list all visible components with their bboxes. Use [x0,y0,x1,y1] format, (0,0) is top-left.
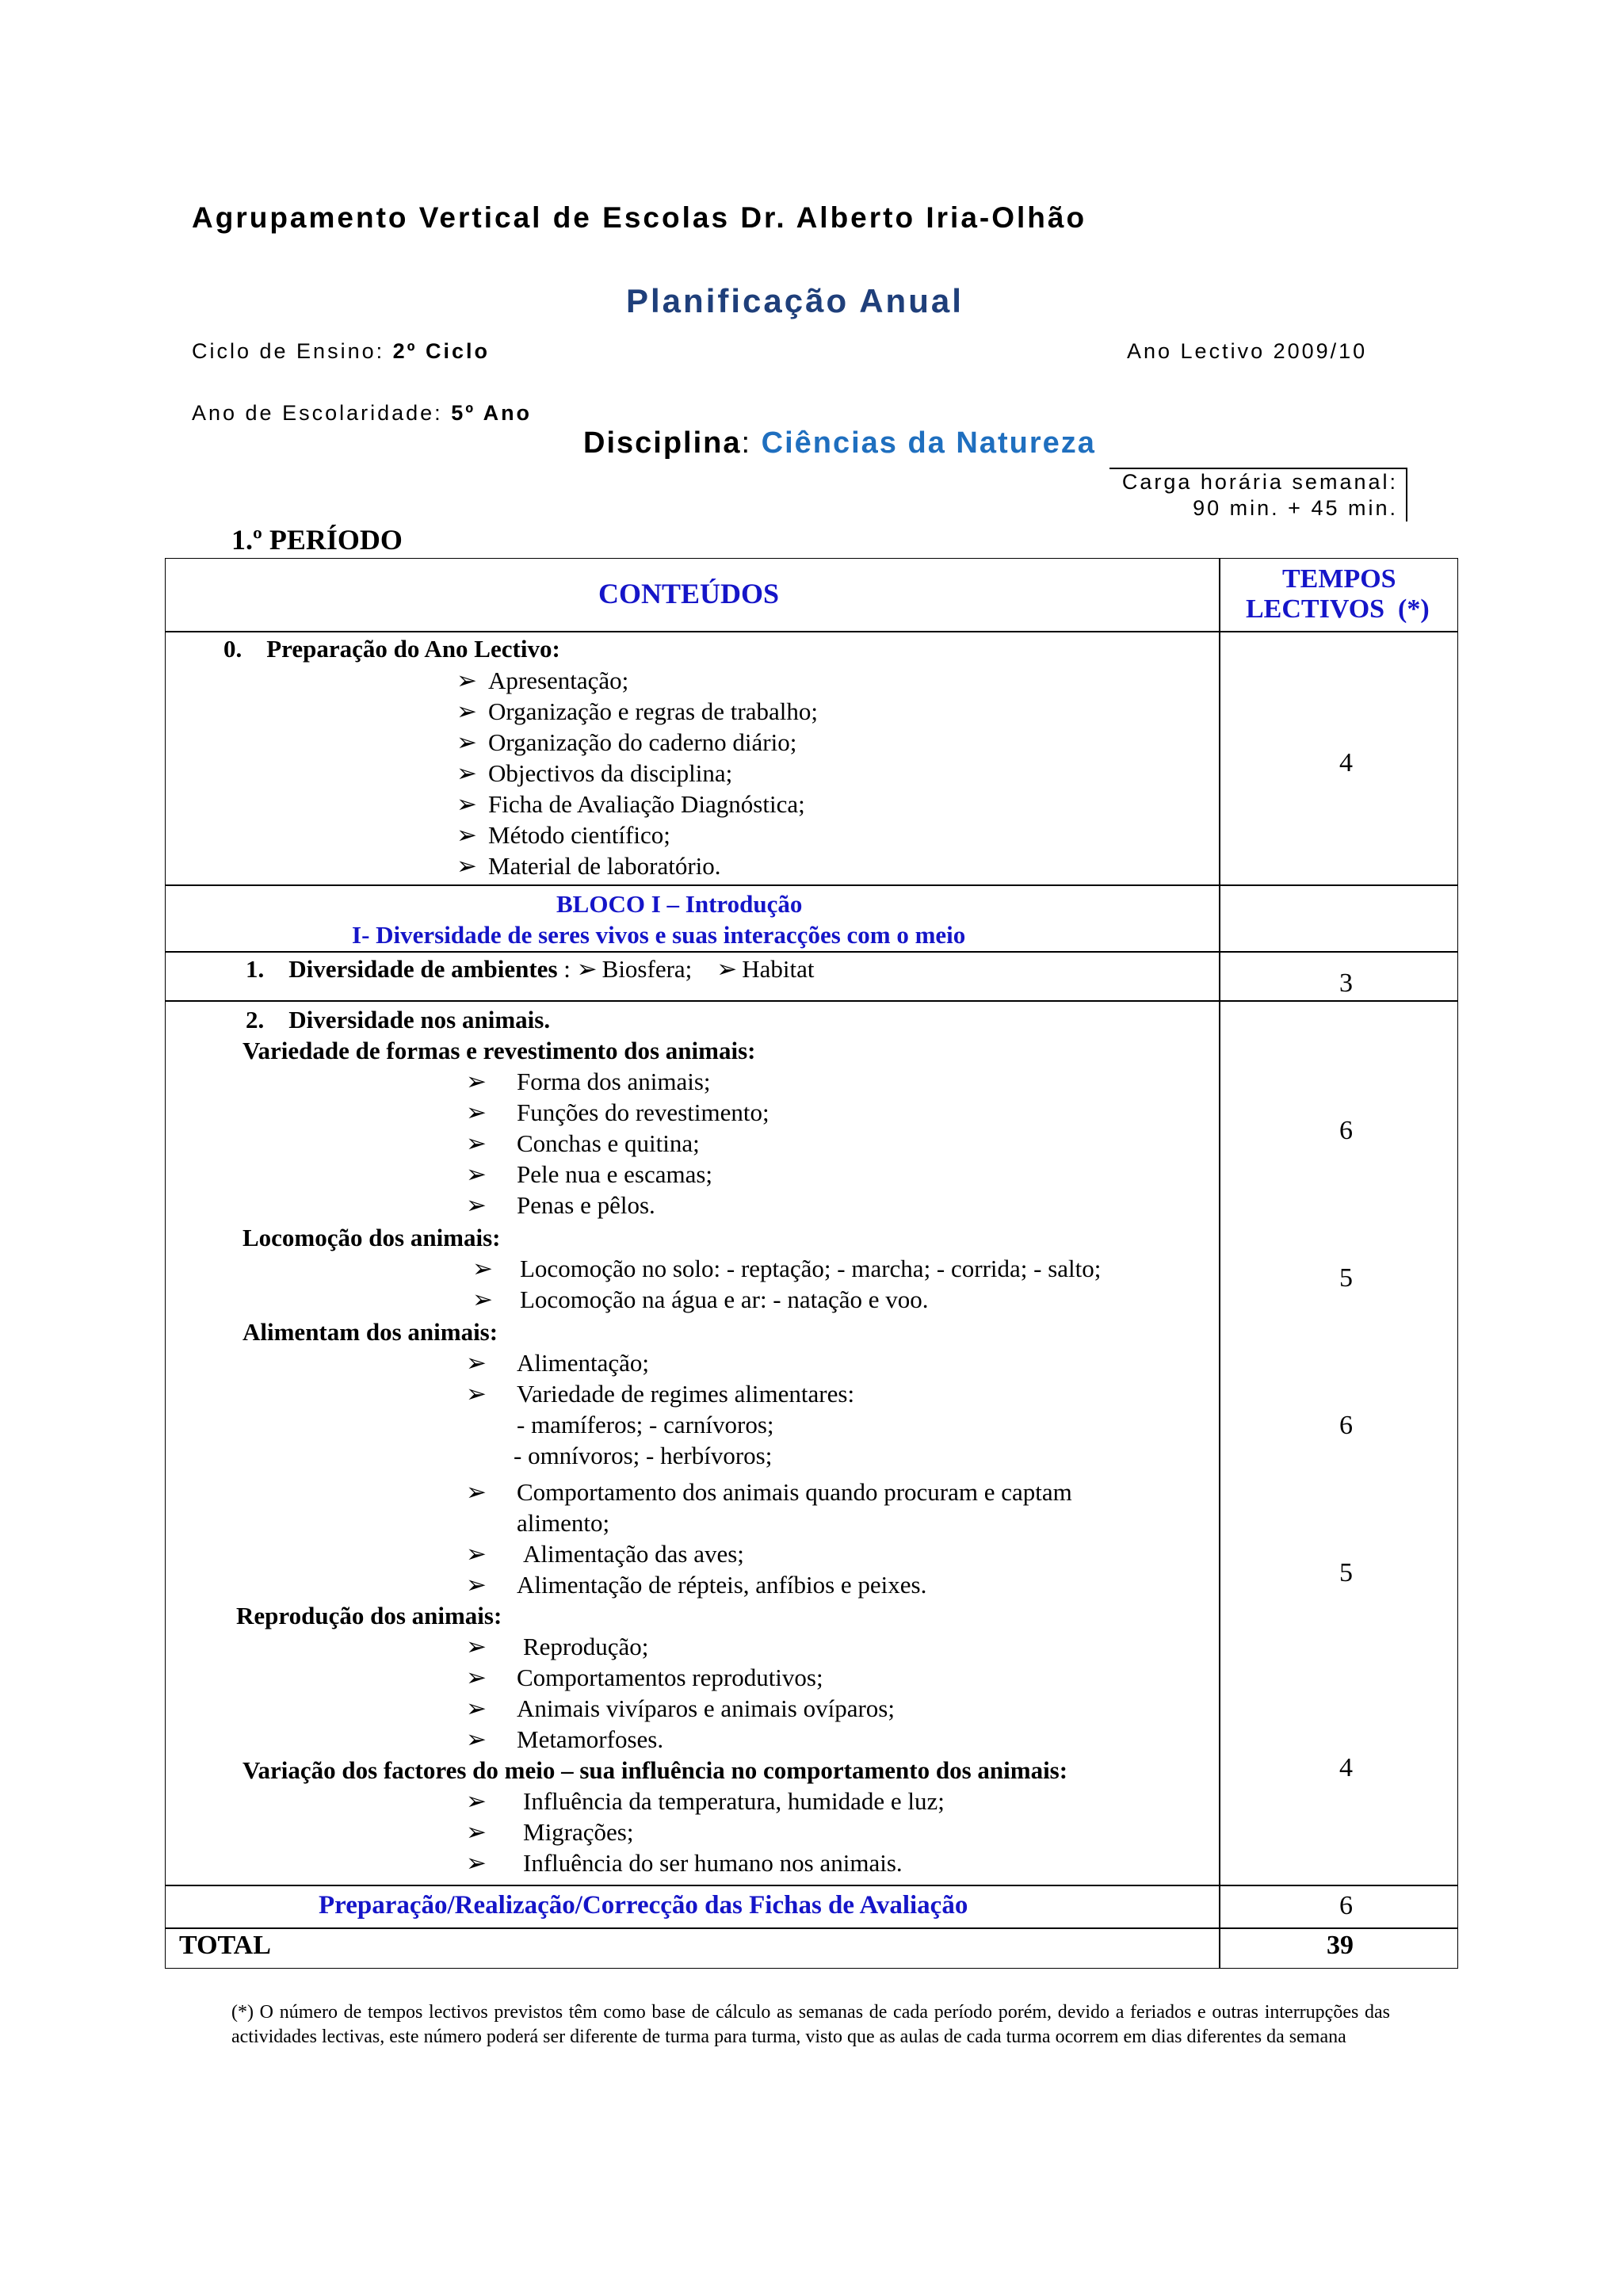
list-item-label: Reprodução; [523,1633,649,1660]
ano-escolaridade-label: Ano de Escolaridade: [192,401,443,425]
section-1-number: 1. [246,955,265,983]
list-item [466,1632,648,1662]
bullet-arrow-icon: ➢ [466,1725,487,1753]
ano-lectivo: Ano Lectivo 2009/10 [1127,339,1368,363]
list-item-label: Penas e pêlos. [517,1191,655,1219]
tempos-variacao: 4 [1339,1753,1353,1782]
list-item [466,1379,854,1409]
bullet-arrow-icon: ➢ [466,1849,487,1877]
list-item [466,1663,823,1693]
list-item-label: Funções do revestimento; [517,1098,769,1126]
list-item-label: Comportamento dos animais quando procuram e captam [517,1478,1072,1506]
tempos-alimentacao-aves: 5 [1339,1558,1353,1587]
row-section-2-tempos [1219,1000,1458,1886]
subheading-formas: Variedade de formas e revestimento dos animais: [242,1037,756,1064]
row-bloco-tempos [1219,884,1458,953]
bullet-arrow-icon: ➢ [466,1380,487,1408]
list-item-label: Método científico; [488,821,670,849]
list-item-label: Comportamentos reprodutivos; [517,1664,823,1691]
bullet-arrow-icon: ➢ [472,1286,493,1313]
list-item-label: Animais vivíparos e animais ovíparos; [517,1694,895,1722]
total-value: 39 [1327,1931,1354,1960]
row-section-1-tempos [1219,951,1458,1002]
row-section-0-tempos [1219,631,1458,886]
bullet-arrow-icon: ➢ [466,1478,487,1506]
list-item-label: Organização do caderno diário; [488,728,797,756]
list-item-label: Alimentação; [517,1349,649,1377]
carga-line-2: 90 min. + 45 min. [1193,496,1398,520]
periodo-heading: 1.º PERÍODO [231,524,403,556]
tempos-alimentacao: 6 [1339,1411,1353,1440]
col-tempos-mark: (*) [1398,594,1430,624]
bullet-arrow-icon: ➢ [466,1068,487,1095]
regimes-line-1: - mamíferos; - carnívoros; [517,1411,774,1438]
footnote: (*) O número de tempos lectivos previstos têm como base de cálculo as semanas de cada período porém, devido a feriados e outras interrupções das actividades lectivas, este número poderá ser diferente de turma para turma, visto que as aulas de cada turma ocorrem em dias diferentes da semana [231,2002,1390,2047]
section-1-tempos: 3 [1339,968,1353,998]
ciclo-label: Ciclo de Ensino: [192,339,385,363]
list-item-label: Locomoção no solo: - reptação; - marcha; - corrida; - salto; [520,1255,1102,1282]
bullet-arrow-icon: ➢ [466,1098,487,1126]
list-item [466,1786,945,1817]
list-item-label: Migrações; [523,1818,634,1846]
list-item [456,697,818,727]
subheading-variacao: Variação dos factores do meio – sua influência no comportamento dos animais: [242,1756,1068,1784]
bullet-arrow-icon: ➢ [466,1571,487,1599]
list-item [466,1159,712,1190]
list-item-label: Metamorfoses. [517,1725,664,1753]
list-item-label: Alimentação de répteis, anfíbios e peixes. [517,1571,927,1599]
col-tempos-1: TEMPOS [1282,564,1396,594]
list-item-label: Conchas e quitina; [517,1129,700,1157]
bullet-arrow-icon: ➢ [466,1664,487,1691]
school-name: Agrupamento Vertical de Escolas Dr. Alberto Iria-Olhão [192,201,1087,234]
regimes-line-2: - omnívoros; - herbívoros; [514,1442,773,1469]
list-item [472,1285,929,1315]
section-0-number: 0. [223,635,242,663]
list-item [466,1067,711,1097]
bloco-subtitle: I- Diversidade de seres vivos e suas interacções com o meio [352,921,966,949]
list-item-label: Apresentação; [488,667,629,694]
bullet-arrow-icon: ➢ [576,955,598,983]
list-item-label: Ficha de Avaliação Diagnóstica; [488,790,805,818]
disciplina: Disciplina: Ciências da Natureza [583,426,1096,460]
tempos-locomocao: 5 [1339,1263,1353,1293]
list-item [466,1570,926,1600]
list-item [466,1477,1072,1507]
list-item [456,666,628,696]
list-item [466,1098,769,1128]
section-1-item-1: Biosfera; [601,955,693,983]
row-total [165,1927,1220,1969]
bullet-arrow-icon: ➢ [716,955,738,983]
disciplina-label: Disciplina [583,426,742,460]
list-item [466,1848,903,1878]
list-item [456,820,670,850]
col-tempos-2 [1246,594,1430,625]
list-item [456,789,805,819]
bullet-arrow-icon: ➢ [466,1818,487,1846]
fichas-tempos: 6 [1339,1891,1353,1920]
bullet-arrow-icon: ➢ [466,1129,487,1157]
list-item-label: Variedade de regimes alimentares: [517,1380,855,1408]
carga-line-1: Carga horária semanal: [1121,470,1398,494]
bullet-arrow-icon: ➢ [456,790,477,818]
list-item-label: Influência da temperatura, humidade e luz; [523,1787,945,1815]
section-0-tempos: 4 [1339,748,1353,777]
list-item-label: Organização e regras de trabalho; [488,697,818,725]
col-tempos-2-label: LECTIVOS [1246,594,1385,624]
section-0-heading [223,634,560,664]
list-item [456,728,796,758]
bullet-arrow-icon: ➢ [456,852,477,880]
subheading-reproducao: Reprodução dos animais: [236,1602,502,1629]
bullet-arrow-icon: ➢ [466,1694,487,1722]
list-item-label: Alimentação das aves; [523,1540,744,1568]
list-item [466,1539,744,1569]
bullet-arrow-icon: ➢ [466,1160,487,1188]
page-title: Planificação Anual [626,282,964,319]
bullet-arrow-icon: ➢ [466,1540,487,1568]
section-1-line [246,954,815,984]
bullet-arrow-icon: ➢ [456,759,477,787]
bullet-arrow-icon: ➢ [466,1349,487,1377]
tempos-formas: 6 [1339,1116,1353,1145]
row-fichas-tempos [1219,1885,1458,1929]
list-item-label: Material de laboratório. [488,852,721,880]
section-2-number: 2. [246,1006,265,1033]
section-1-sep: : [557,955,571,983]
list-item-label: Pele nua e escamas; [517,1160,713,1188]
section-0-title: Preparação do Ano Lectivo: [266,635,560,663]
list-item-continuation: alimento; [517,1509,610,1537]
bullet-arrow-icon: ➢ [466,1633,487,1660]
bullet-arrow-icon: ➢ [472,1255,493,1282]
bullet-arrow-icon: ➢ [466,1787,487,1815]
subheading-alimentam: Alimentam dos animais: [242,1318,498,1346]
list-item [466,1694,895,1724]
fichas-label: Preparação/Realização/Correcção das Fichas de Avaliação [319,1891,968,1920]
section-2-title: Diversidade nos animais. [288,1006,551,1033]
subheading-locomocao: Locomoção dos animais: [242,1224,501,1251]
section-1-item-2: Habitat [742,955,815,983]
list-item-label: Influência do ser humano nos animais. [523,1849,903,1877]
bloco-title: BLOCO I – Introdução [556,890,803,918]
bullet-arrow-icon: ➢ [456,667,477,694]
section-1-title: Diversidade de ambientes [288,955,558,983]
disciplina-value: Ciências da Natureza [761,426,1096,460]
bullet-arrow-icon: ➢ [456,697,477,725]
list-item-label: Locomoção na água e ar: - natação e voo. [520,1286,929,1313]
total-label: TOTAL [179,1931,271,1960]
list-item [466,1725,663,1755]
bullet-arrow-icon: ➢ [456,728,477,756]
list-item [456,851,721,881]
ciclo-ensino [192,339,490,364]
ano-escolaridade-value: 5º Ano [451,401,533,425]
list-item [456,758,732,789]
bullet-arrow-icon: ➢ [456,821,477,849]
list-item [466,1348,649,1378]
ano-escolaridade [192,401,532,426]
list-item-label: Objectivos da disciplina; [488,759,733,787]
list-item [466,1817,633,1847]
carga-horaria [1109,468,1407,521]
list-item [466,1129,700,1159]
bullet-arrow-icon: ➢ [466,1191,487,1219]
section-2-heading [246,1005,550,1035]
list-item [472,1254,1101,1284]
list-item [466,1190,655,1221]
col-conteudos: CONTEÚDOS [598,578,780,609]
ciclo-value: 2º Ciclo [392,339,491,363]
list-item-label: Forma dos animais; [517,1068,711,1095]
